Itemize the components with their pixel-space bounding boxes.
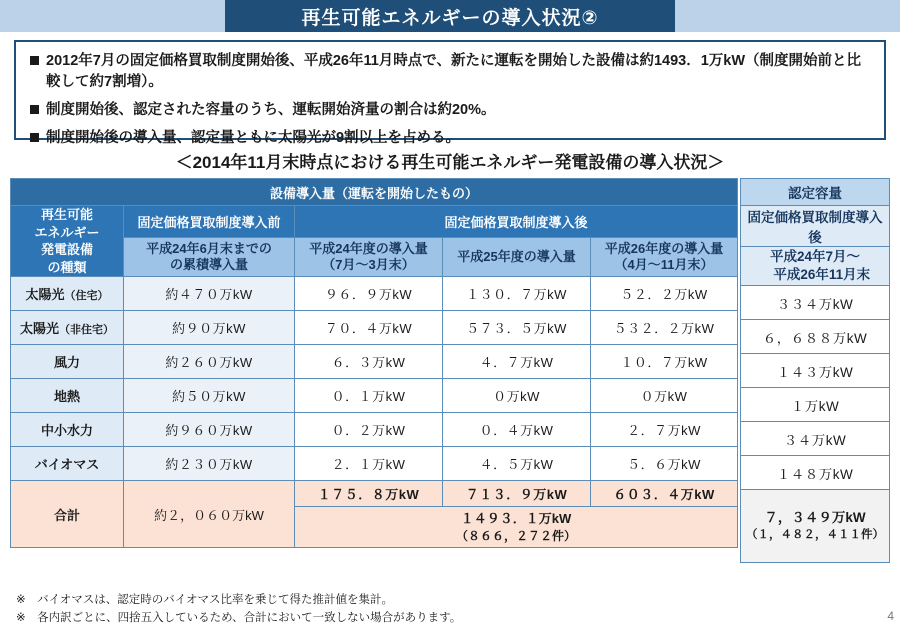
group-before-header: 固定価格買取制度導入前: [124, 206, 295, 238]
certified-header: 認定容量: [741, 179, 890, 206]
col-header-fy25: 平成25年度の導入量: [443, 237, 591, 277]
col-header-before: 平成24年6月末までの の累積導入量: [124, 237, 295, 277]
row-label-wind: 風力: [11, 345, 124, 379]
footnote-item: ※ 各内訳ごとに、四捨五入しているため、合計において一致しない場合があります。: [16, 611, 462, 624]
certified-geothermal: １万kW: [741, 388, 890, 422]
table-row: [11, 413, 738, 447]
certified-period: 平成24年7月～ 平成26年11月末: [741, 247, 890, 286]
section-subheading: ＜2014年11月末時点における再生可能エネルギー発電設備の導入状況＞: [175, 153, 725, 172]
bullet-text: 制度開始後の導入量、認定量ともに太陽光が9割以上を占める。: [46, 130, 461, 147]
table-row: [11, 447, 738, 481]
col-header-fy26: 平成26年度の導入量 （4月～11月末）: [591, 237, 738, 277]
certified-solar-residential: ３３４万kW: [741, 286, 890, 320]
cell-fy26: ２．７万kW: [591, 413, 738, 447]
cell-fy25: ４．５万kW: [443, 447, 591, 481]
cell-fy24: ６．３万kW: [295, 345, 443, 379]
table-row: [741, 320, 890, 354]
bullet-text: 2012年7月の固定価格買取制度開始後、平成26年11月時点で、新たに運転を開始した設備は約1493．1万kW（制度開始前と比較して約7割増）。: [46, 53, 862, 91]
installed-capacity-table-wrapper: [10, 178, 738, 548]
cell-fy24: ７０．４万kW: [295, 311, 443, 345]
grand-total-count: （８６６，２７２件）: [455, 528, 576, 543]
table-row: [741, 456, 890, 490]
col-header-fy24: 平成24年度の導入量 （7月～3月末）: [295, 237, 443, 277]
table-row-right-header: [741, 179, 890, 206]
page-title: 再生可能エネルギーの導入状況②: [301, 7, 599, 29]
cell-fy24: ９６．９万kW: [295, 277, 443, 311]
table-row: [11, 379, 738, 413]
bullet-item: [30, 100, 870, 121]
bullet-text: 制度開始後、認定された容量のうち、運転開始済量の割合は約20%。: [46, 102, 496, 119]
certified-solar-nonresidential: ６，６８８万kW: [741, 320, 890, 354]
row-label-biomass: バイオマス: [11, 447, 124, 481]
certified-subheader: 固定価格買取制度導入後: [741, 206, 890, 247]
cell-fy24: ２．１万kW: [295, 447, 443, 481]
cell-before: 約９０万kW: [124, 311, 295, 345]
page-number: 4: [887, 609, 894, 623]
title-bar: [0, 0, 900, 32]
total-cell-fy25: ７１３．９万kW: [443, 481, 591, 507]
certified-wind: １４３万kW: [741, 354, 890, 388]
row-label-solar-nonresidential: 太陽光（非住宅）: [11, 311, 124, 345]
cell-fy25: ４．７万kW: [443, 345, 591, 379]
installed-capacity-table: [10, 178, 738, 548]
cell-fy25: １３０．７万kW: [443, 277, 591, 311]
footnote-item: ※ バイオマスは、認定時のバイオマス比率を乗じて得た推計値を集計。: [16, 594, 393, 606]
row-label-total: 合計: [11, 481, 124, 548]
certified-total-value: ７，３４９万kW: [764, 509, 866, 525]
cell-fy25: ０．４万kW: [443, 413, 591, 447]
cell-before: 約５０万kW: [124, 379, 295, 413]
total-cell-before: 約２，０６０万kW: [124, 481, 295, 548]
table-row: [741, 354, 890, 388]
table-row-right-total: [741, 490, 890, 563]
certified-total-cell: [741, 490, 890, 563]
square-bullet-icon: [30, 105, 39, 114]
table-row: [741, 286, 890, 320]
square-bullet-icon: [30, 133, 39, 142]
bullet-item: [30, 51, 870, 93]
table-row-right-period: [741, 247, 890, 286]
cell-before: 約２３０万kW: [124, 447, 295, 481]
certified-capacity-table: [740, 178, 890, 563]
total-cell-fy26: ６０３．４万kW: [591, 481, 738, 507]
row-label-small-hydro: 中小水力: [11, 413, 124, 447]
group-after-header: 固定価格買取制度導入後: [295, 206, 738, 238]
table-row: [11, 311, 738, 345]
table-row-total: [11, 481, 738, 507]
grand-total-value: １４９３．１万kW: [460, 511, 572, 527]
certified-small-hydro: ３４万kW: [741, 422, 890, 456]
cell-fy25: ０万kW: [443, 379, 591, 413]
cell-before: 約４７０万kW: [124, 277, 295, 311]
row-label-geothermal: 地熱: [11, 379, 124, 413]
table-row-main-header: [11, 179, 738, 206]
cell-fy24: ０．２万kW: [295, 413, 443, 447]
title-box: [225, 0, 675, 32]
row-label-solar-residential: 太陽光（住宅）: [11, 277, 124, 311]
footnotes: [16, 592, 816, 628]
cell-fy24: ０．１万kW: [295, 379, 443, 413]
certified-total-count: （１，４８２，４１１件）: [746, 529, 884, 542]
table-row: [741, 422, 890, 456]
main-header-cell: 設備導入量（運転を開始したもの）: [11, 179, 738, 206]
table-row-group-header: [11, 206, 738, 238]
cell-fy26: ５３２．２万kW: [591, 311, 738, 345]
certified-capacity-table-wrapper: [740, 178, 890, 563]
grand-total-cell: [295, 507, 738, 548]
cell-fy26: １０．７万kW: [591, 345, 738, 379]
cell-fy25: ５７３．５万kW: [443, 311, 591, 345]
total-cell-fy24: １７５．８万kW: [295, 481, 443, 507]
bullet-item: [30, 128, 870, 149]
table-row: [11, 345, 738, 379]
cell-before: 約２６０万kW: [124, 345, 295, 379]
cell-fy26: ０万kW: [591, 379, 738, 413]
certified-biomass: １４８万kW: [741, 456, 890, 490]
cell-fy26: ５．６万kW: [591, 447, 738, 481]
cell-fy26: ５２．２万kW: [591, 277, 738, 311]
category-header-cell: 再生可能 エネルギー 発電設備 の種類: [11, 206, 124, 277]
table-row: [741, 388, 890, 422]
summary-box: [14, 40, 886, 147]
square-bullet-icon: [30, 56, 39, 65]
table-row: [11, 277, 738, 311]
table-row-right-subheader: [741, 206, 890, 247]
cell-before: 約９６０万kW: [124, 413, 295, 447]
